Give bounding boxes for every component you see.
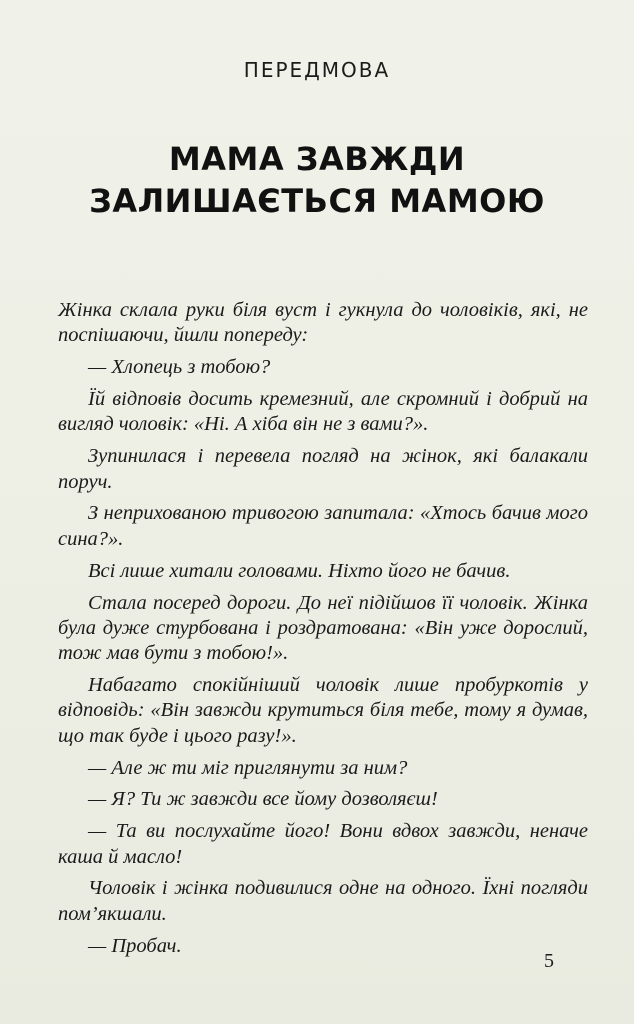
paragraph: — Та ви послухайте його! Вони вдвох завжди, неначе каша й масло!	[58, 820, 588, 868]
paragraph: Їй відповів досить кремезний, але скромний і добрий на вигляд чоловік: «Ні. А хіба він не з вами?».	[58, 388, 588, 436]
body-text	[58, 298, 588, 966]
paragraph: — Я? Ти ж завжди все йому дозволяєш!	[88, 788, 438, 811]
paragraph: Набагато спокійніший чоловік лише пробуркотів у відповідь: «Він завжди крутиться біля тебе, тому я думав, що так буде і цього разу!».	[58, 674, 588, 747]
paragraph: — Хлопець з тобою?	[88, 356, 271, 379]
paragraph: — Але ж ти міг приглянути за ним?	[88, 756, 408, 779]
paragraph: Жінка склала руки біля вуст і гукнула до чоловіків, які, не поспішаючи, йшли попереду:	[58, 299, 588, 347]
paragraph: — Пробач.	[88, 934, 182, 957]
page-number: 5	[544, 950, 554, 972]
section-label: ПЕРЕДМОВА	[243, 58, 391, 82]
paragraph: З неприхованою тривогою запитала: «Хтось бачив мого сина?».	[58, 502, 588, 550]
chapter-title-line-2: ЗАЛИШАЄТЬСЯ МАМОЮ	[89, 182, 545, 220]
chapter-title	[0, 138, 634, 222]
paragraph: Зупинилася і перевела погляд на жінок, які балакали поруч.	[58, 445, 588, 493]
paragraph: Всі лише хитали головами. Ніхто його не бачив.	[88, 559, 511, 582]
chapter-title-line-1: МАМА ЗАВЖДИ	[168, 140, 466, 178]
paragraph: Стала посеред дороги. До неї підійшов її чоловік. Жінка була дуже стурбована і роздратована: «Він уже дорослий, тож мав бути з тобою!».	[58, 591, 588, 665]
paragraph: Чоловік і жінка подивилися одне на одного. Їхні погляди пом’якшали.	[58, 877, 588, 925]
